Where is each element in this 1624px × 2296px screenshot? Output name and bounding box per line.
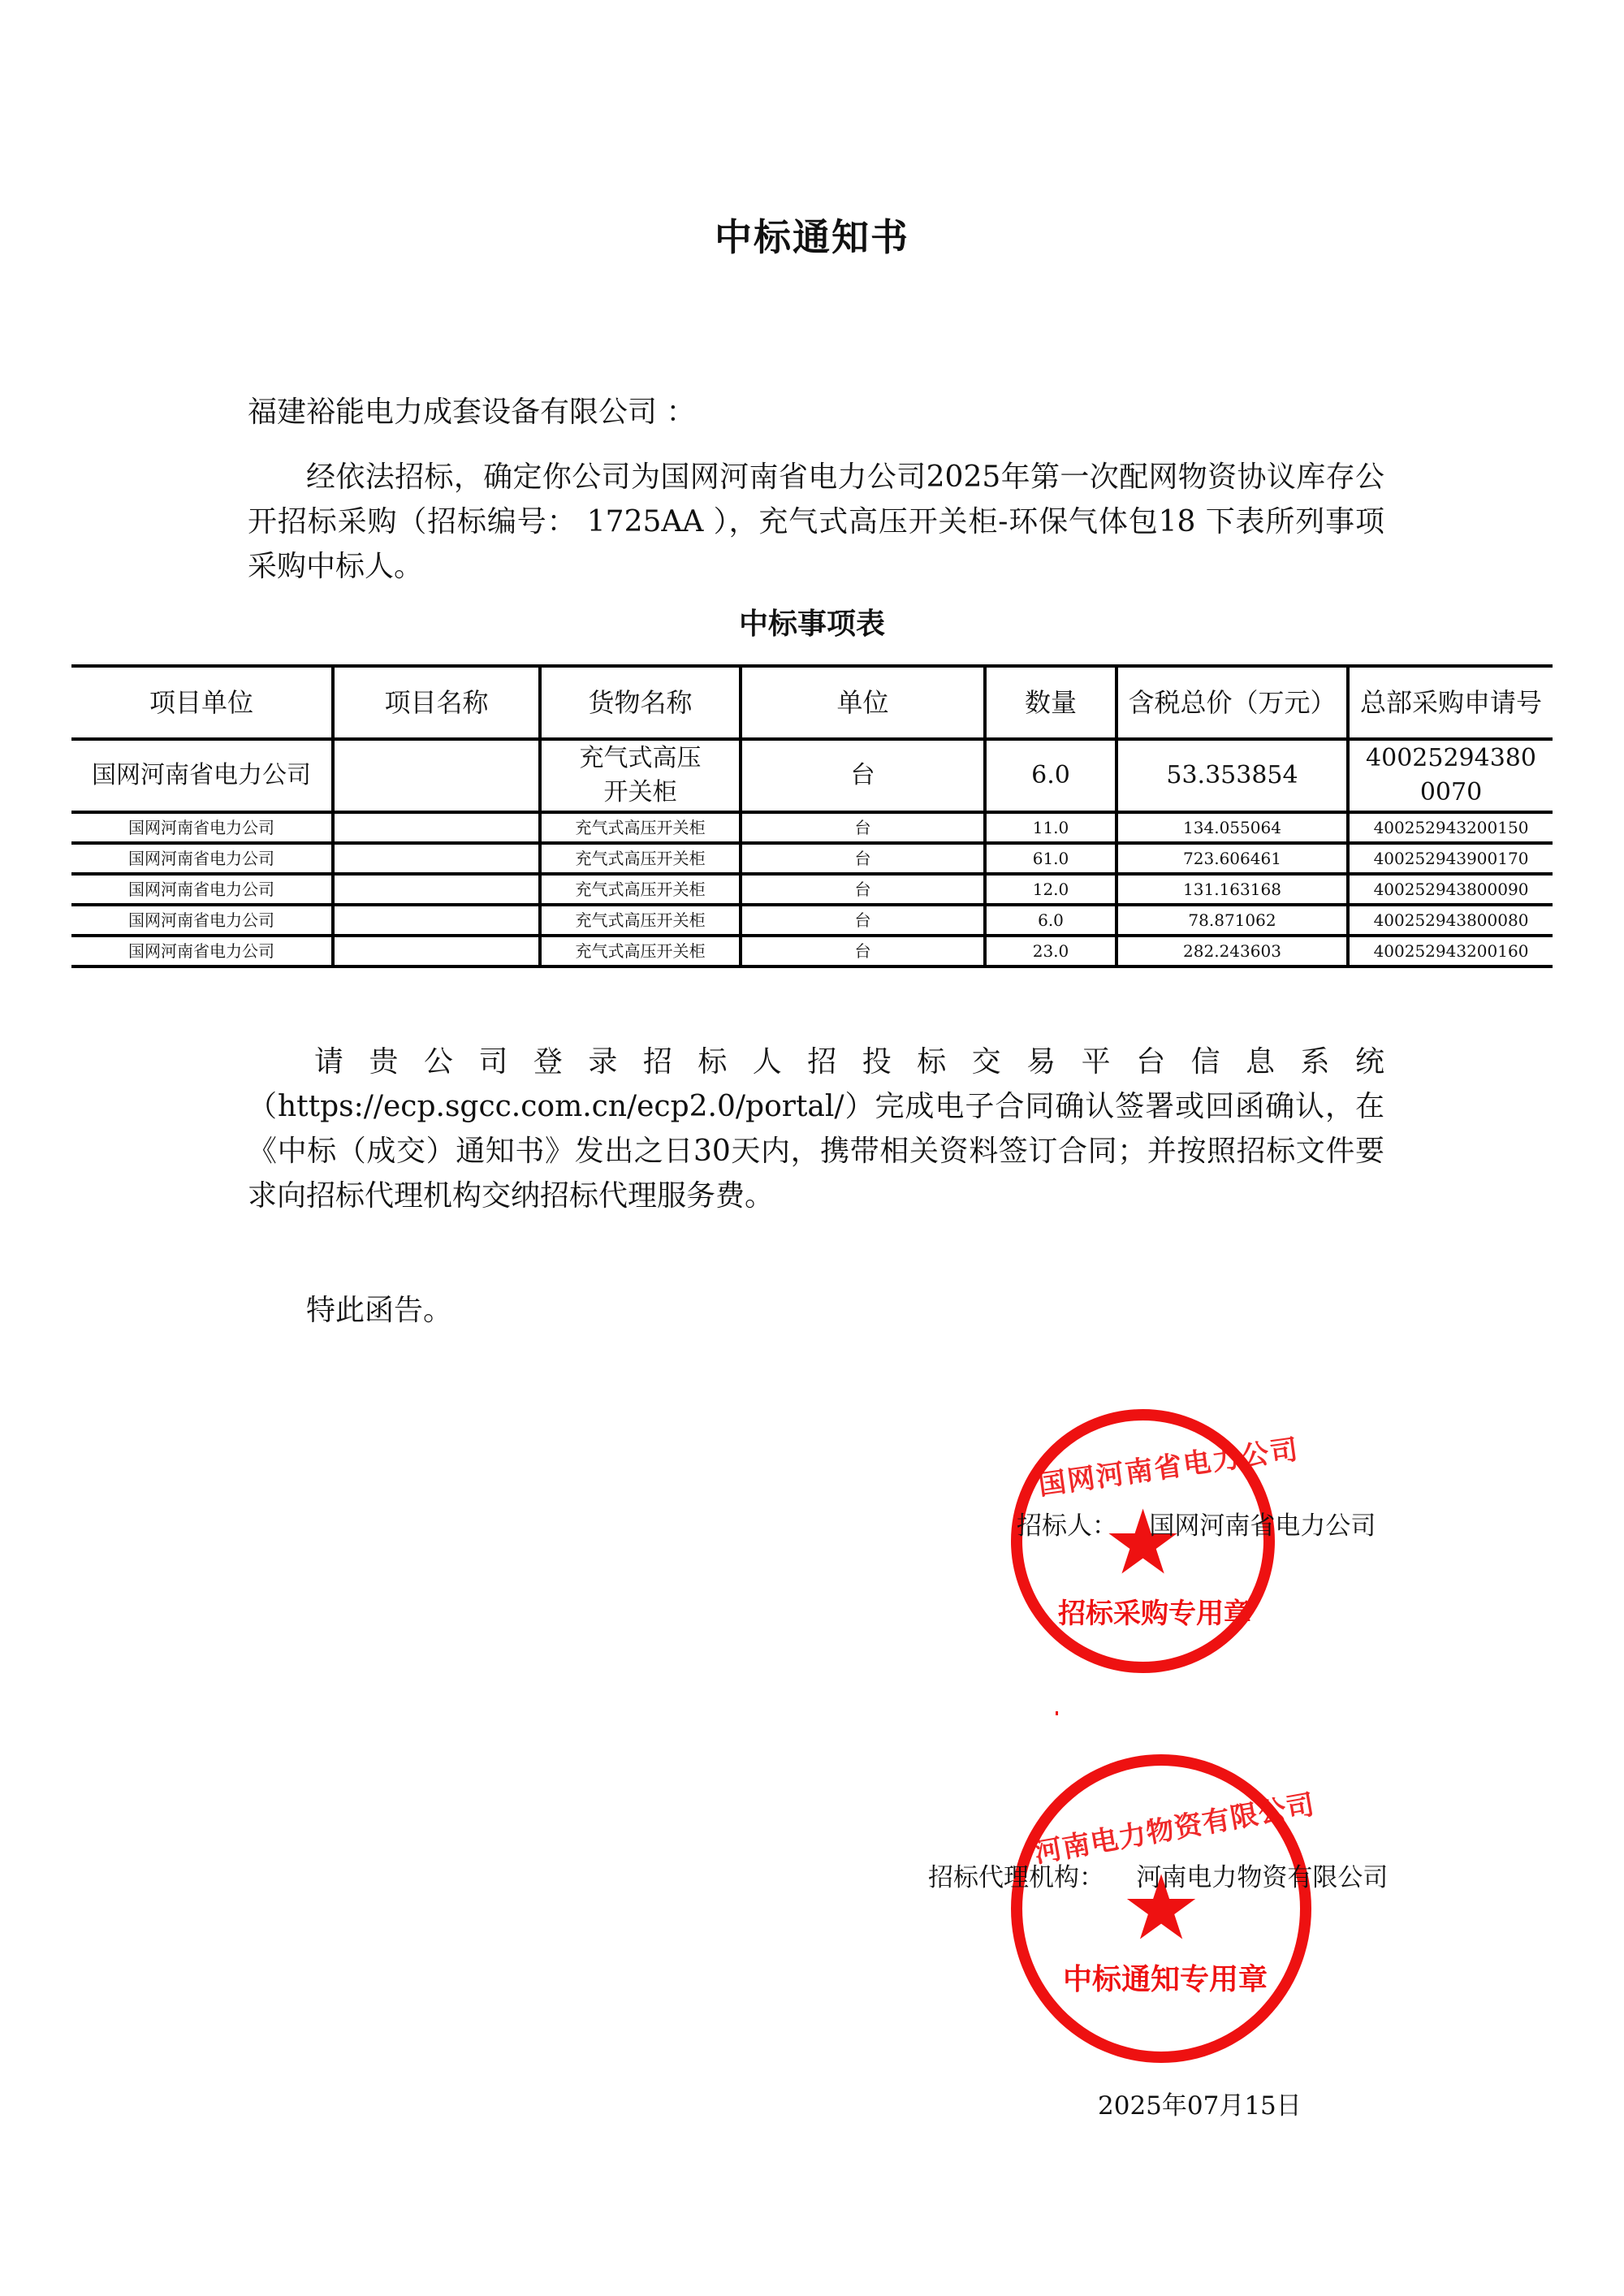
seal-ink-speck <box>1056 1711 1058 1715</box>
table-row <box>71 936 1553 966</box>
cell-project-name <box>333 905 540 936</box>
agent-signature-line <box>928 1857 1388 1893</box>
cell-quantity: 61.0 <box>985 843 1116 874</box>
cell-total-price: 723.606461 <box>1116 843 1348 874</box>
document-title: 中标通知书 <box>715 215 909 259</box>
addressee: 福建裕能电力成套设备有限公司 ： <box>248 396 696 429</box>
cell-project-name <box>333 874 540 905</box>
cell-goods-name: 充气式高压开关柜 <box>540 843 741 874</box>
cell-quantity: 6.0 <box>985 905 1116 936</box>
tenderer-label: 招标人： <box>1017 1511 1117 1541</box>
cell-total-price: 78.871062 <box>1116 905 1348 936</box>
award-paragraph: 经依法招标，确定你公司为国网河南省电力公司2025年第一次配网物资协议库存公开招标采购（招标编号： 1725AA ），充气式高压开关柜-环保气体包18 下表所列事项采购中标人。 <box>248 460 1384 583</box>
seal-center-text: 招标采购专用章 <box>1058 1598 1251 1630</box>
table-row <box>71 905 1553 936</box>
cell-unit: 台 <box>741 812 985 843</box>
cell-goods-name: 充气式高压开关柜 <box>540 874 741 905</box>
header-project-name: 项目名称 <box>333 666 540 739</box>
cell-unit-org: 国网河南省电力公司 <box>71 874 333 905</box>
header-quantity: 数量 <box>985 666 1116 739</box>
cell-request-no: 400252943800090 <box>1348 874 1553 905</box>
tenderer-signature-line <box>1017 1505 1376 1541</box>
seal-ring-text: 国网河南省电力公司 <box>1036 1433 1302 1503</box>
header-total-price: 含税总价（万元） <box>1116 666 1348 739</box>
table-header-row <box>71 666 1553 739</box>
table-row <box>71 874 1553 905</box>
cell-project-name <box>333 812 540 843</box>
cell-project-name <box>333 936 540 966</box>
agent-label: 招标代理机构： <box>928 1863 1104 1892</box>
header-goods-name: 货物名称 <box>540 666 741 739</box>
cell-goods-name: 充气式高压开关柜 <box>540 812 741 843</box>
header-unit: 单位 <box>741 666 985 739</box>
agent-seal <box>1011 1754 1318 2063</box>
cell-quantity: 23.0 <box>985 936 1116 966</box>
instructions-paragraph <box>248 1040 1384 1218</box>
cell-request-no: 400252943200150 <box>1348 812 1553 843</box>
cell-total-price: 131.163168 <box>1116 874 1348 905</box>
cell-unit: 台 <box>741 843 985 874</box>
seal-ring-text: 河南电力物资有限公司 <box>1031 1788 1318 1870</box>
cell-goods-name: 充气式高压开关柜 <box>540 936 741 966</box>
header-request-no: 总部采购申请号 <box>1348 666 1553 739</box>
cell-quantity: 11.0 <box>985 812 1116 843</box>
award-items-table <box>71 664 1553 968</box>
issue-date: 2025年07月15日 <box>1098 2091 1302 2121</box>
agent-name: 河南电力物资有限公司 <box>1136 1863 1389 1892</box>
cell-unit: 台 <box>741 739 985 812</box>
cell-goods-name: 充气式高压开关柜 <box>540 905 741 936</box>
cell-request-no: 400252943800070 <box>1348 739 1553 812</box>
table-row <box>71 843 1553 874</box>
cell-request-no: 400252943900170 <box>1348 843 1553 874</box>
instructions-text: 请 贵 公 司 登 录 招 标 人 招 投 标 交 易 平 台 信 息 系 统（https://ecp.sgcc.com.cn/ecp2.0/portal/）完成电子合同确认签署或回函确认，在《中标（成交）通知书》发出之日30天内，携带相关资料签订合同；并按照招标文件要求向招标代理机构交纳招标代理服务费。 <box>248 1045 1384 1213</box>
cell-unit-org: 国网河南省电力公司 <box>71 812 333 843</box>
cell-total-price: 282.243603 <box>1116 936 1348 966</box>
cell-project-name <box>333 739 540 812</box>
closing-remark: 特此函告。 <box>306 1294 453 1327</box>
cell-goods-name: 充气式高压开关柜 <box>540 739 741 812</box>
cell-unit-org: 国网河南省电力公司 <box>71 843 333 874</box>
table-row <box>71 739 1553 812</box>
tenderer-name: 国网河南省电力公司 <box>1149 1511 1376 1541</box>
star-icon: ★ <box>1103 1490 1183 1594</box>
header-unit-org: 项目单位 <box>71 666 333 739</box>
table-title: 中标事项表 <box>738 608 885 641</box>
cell-unit-org: 国网河南省电力公司 <box>71 936 333 966</box>
cell-request-no: 400252943800080 <box>1348 905 1553 936</box>
cell-total-price: 134.055064 <box>1116 812 1348 843</box>
star-icon: ★ <box>1121 1856 1202 1960</box>
cell-project-name <box>333 843 540 874</box>
seal-center-text: 中标通知专用章 <box>1063 1963 1268 1996</box>
cell-unit: 台 <box>741 874 985 905</box>
cell-unit-org: 国网河南省电力公司 <box>71 905 333 936</box>
cell-unit-org: 国网河南省电力公司 <box>71 739 333 812</box>
cell-quantity: 12.0 <box>985 874 1116 905</box>
cell-quantity: 6.0 <box>985 739 1116 812</box>
cell-unit: 台 <box>741 936 985 966</box>
cell-unit: 台 <box>741 905 985 936</box>
cell-total-price: 53.353854 <box>1116 739 1348 812</box>
cell-request-no: 400252943200160 <box>1348 936 1553 966</box>
table-row <box>71 812 1553 843</box>
